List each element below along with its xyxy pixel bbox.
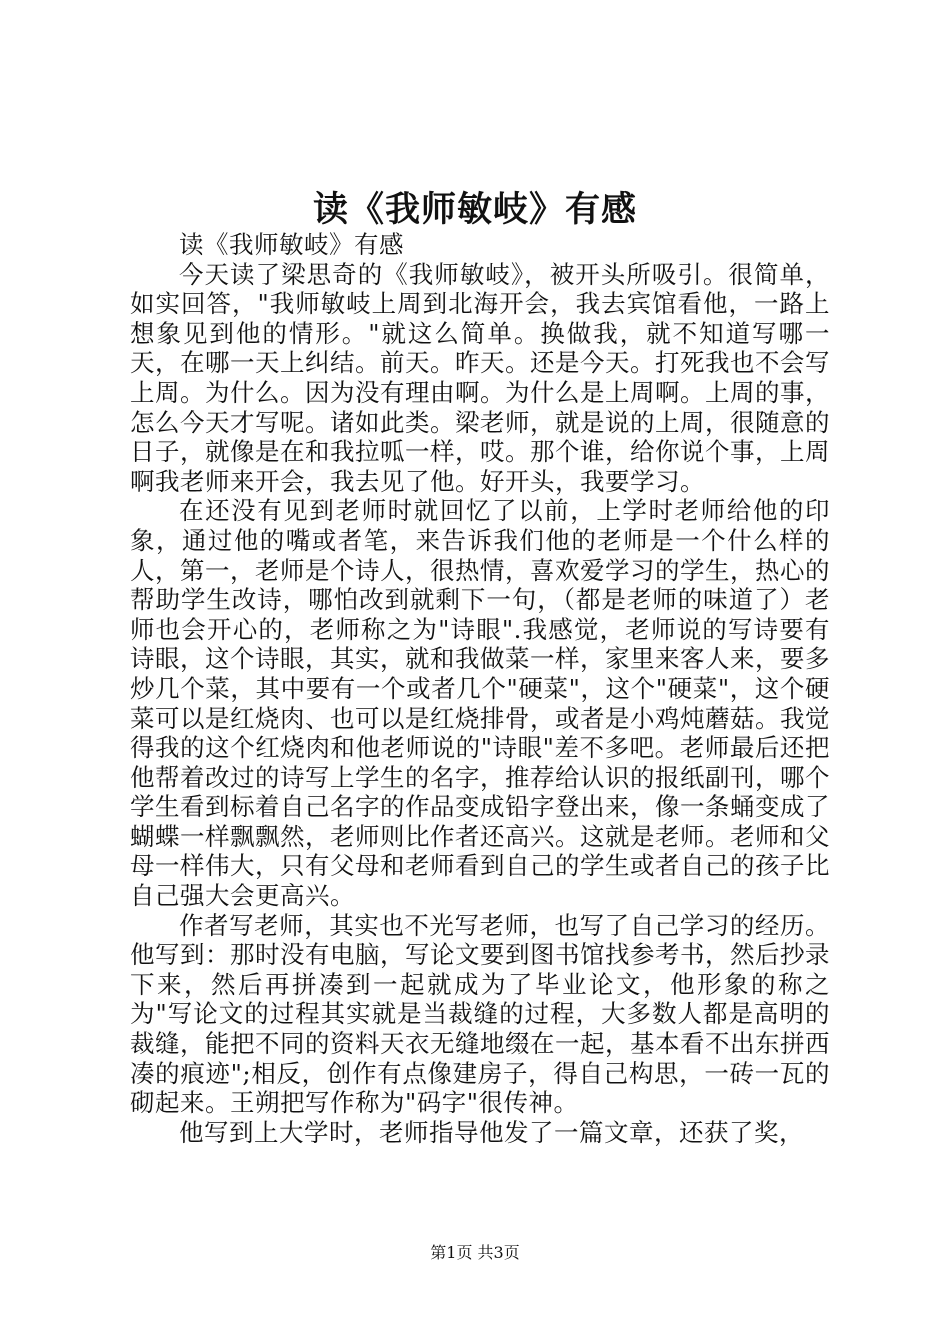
document-title: 读《我师敏岐》有感 [312, 189, 637, 230]
page-footer: 第1页 共3页 [430, 1243, 520, 1262]
paragraph-subtitle: 读《我师敏岐》有感 [179, 230, 404, 259]
document-body [130, 230, 830, 1147]
paragraph: 他写到上大学时，老师指导他发了一篇文章，还获了奖， [179, 1117, 804, 1147]
paragraph: 作者写老师，其实也不光写老师，也写了自己学习的经历。他写到：那时没有电脑，写论文要到图书馆找参考书，然后抄录下来，然后再拼凑到一起就成为了毕业论文，他形象的称之为"写论文的过程其实就是当裁缝的过程，大多数人都是高明的裁缝，能把不同的资料天衣无缝地缀在一起，基本看不出东拼西凑的痕迹";相反，创作有点像建房子，得自己构思，一砖一瓦的砌起来。王朔把写作称为"码字"很传神。 [130, 910, 830, 1118]
paragraph: 在还没有见到老师时就回忆了以前，上学时老师给他的印象，通过他的嘴或者笔，来告诉我们他的老师是一个什么样的人，第一，老师是个诗人，很热情，喜欢爱学习的学生，热心的帮助学生改诗，哪怕改到就剩下一句，（都是老师的味道了）老师也会开心的，老师称之为"诗眼".我感觉，老师说的写诗要有诗眼，这个诗眼，其实，就和我做菜一样，家里来客人来，要多炒几个菜，其中要有一个或者几个"硬菜"，这个"硬菜"，这个硬菜可以是红烧肉、也可以是红烧排骨，或者是小鸡炖蘑菇。我觉得我的这个红烧肉和他老师说的"诗眼"差不多吧。老师最后还把他帮着改过的诗写上学生的名字，推荐给认识的报纸副刊，哪个学生看到标着自己名字的作品变成铅字登出来，像一条蛹变成了蝴蝶一样飘飘然，老师则比作者还高兴。这就是老师。老师和父母一样伟大，只有父母和老师看到自己的学生或者自己的孩子比自己强大会更高兴。 [130, 496, 830, 911]
paragraph: 今天读了梁思奇的《我师敏岐》，被开头所吸引。很简单，如实回答，"我师敏岐上周到北海开会，我去宾馆看他，一路上想象见到他的情形。"就这么简单。换做我，就不知道写哪一天，在哪一天上纠结。前天。昨天。还是今天。打死我也不会写上周。为什么。因为没有理由啊。为什么是上周啊。上周的事，怎么今天才写呢。诸如此类。梁老师，就是说的上周，很随意的日子，就像是在和我拉呱一样，哎。那个谁，给你说个事，上周啊我老师来开会，我去见了他。好开头，我要学习。 [130, 259, 830, 496]
